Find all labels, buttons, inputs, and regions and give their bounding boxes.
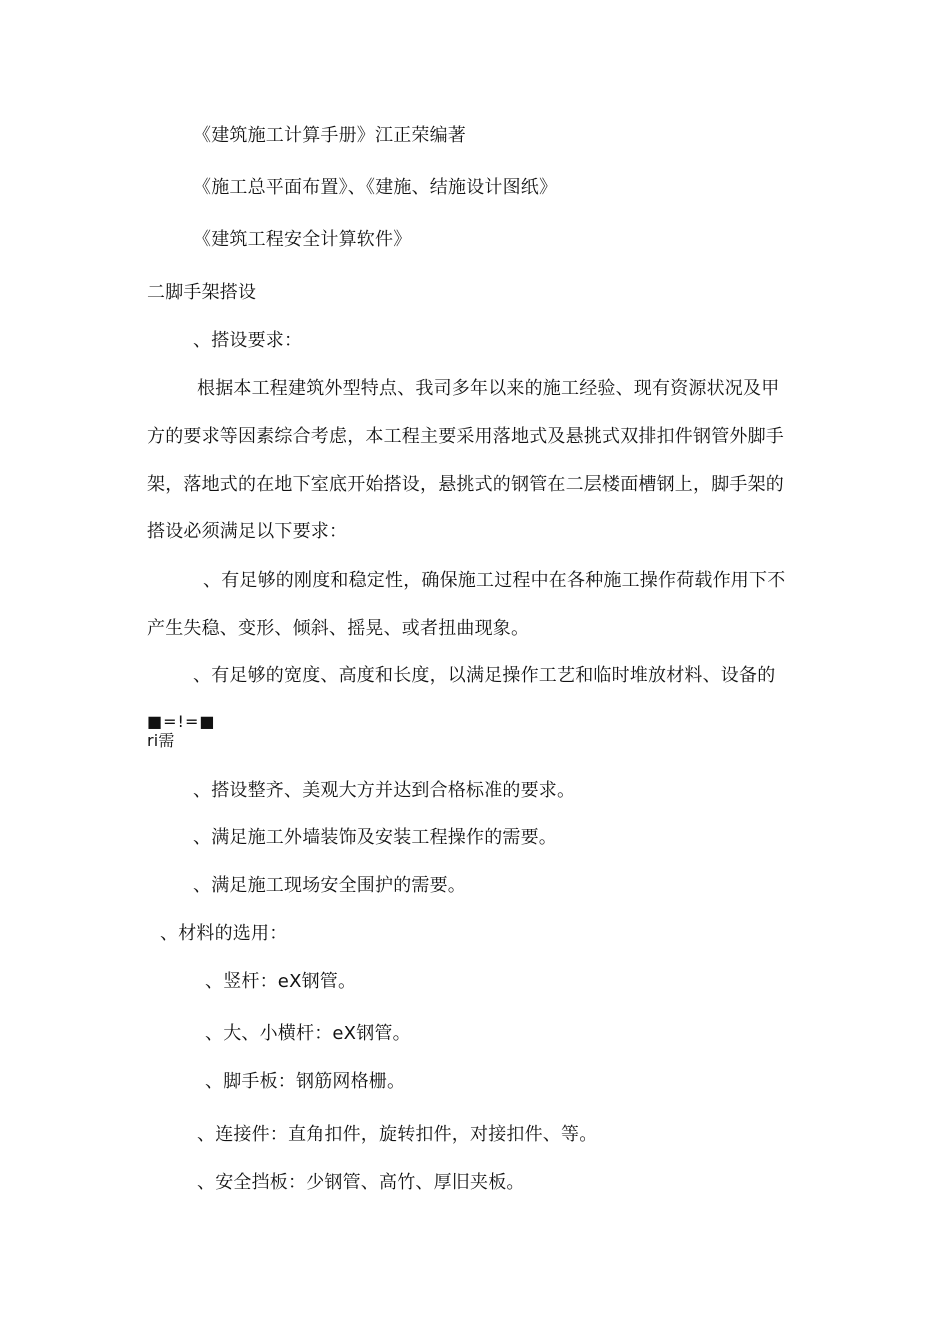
garbled-text-1: ■=!=■ [147,712,216,731]
requirement-1-line-2: 产生失稳、变形、倾斜、摇晃、或者扭曲现象。 [147,618,530,639]
requirements-heading: 、搭设要求： [193,330,303,351]
material-item-4: 、连接件：直角扣件，旋转扣件，对接扣件、等。 [197,1124,598,1145]
reference-1: 《建筑施工计算手册》江正荣编著 [193,125,466,146]
requirement-5: 、满足施工现场安全围护的需要。 [193,875,466,896]
requirement-3: 、搭设整齐、美观大方并达到合格标准的要求。 [193,780,576,801]
section-title: 二脚手架搭设 [147,282,257,303]
material-item-1: 、竖杆：eX钢管。 [205,971,357,992]
material-item-2: 、大、小横杆：eX钢管。 [205,1023,411,1044]
materials-heading: 、材料的选用： [160,923,288,944]
requirement-1-line-1: 、有足够的刚度和稳定性，确保施工过程中在各种施工操作荷载作用下不 [203,570,786,591]
material-item-3: 、脚手板：钢筋网格栅。 [205,1071,406,1092]
paragraph-line-1: 根据本工程建筑外型特点、我司多年以来的施工经验、现有资源状况及甲 [197,378,780,399]
reference-2: 《施工总平面布置》、《建施、结施设计图纸》 [193,177,558,198]
reference-3: 《建筑工程安全计算软件》 [193,229,412,250]
paragraph-line-4: 搭设必须满足以下要求： [147,521,348,542]
paragraph-line-2: 方的要求等因素综合考虑，本工程主要采用落地式及悬挑式双排扣件钢管外脚手 [147,426,784,447]
requirement-4: 、满足施工外墙装饰及安装工程操作的需要。 [193,827,557,848]
garbled-text-2: ri需 [147,731,175,750]
material-item-5: 、安全挡板：少钢管、高竹、厚旧夹板。 [197,1172,525,1193]
requirement-2: 、有足够的宽度、高度和长度，以满足操作工艺和临时堆放材料、设备的 [193,665,776,686]
paragraph-line-3: 架，落地式的在地下室底开始搭设，悬挑式的钢管在二层楼面槽钢上，脚手架的 [147,474,784,495]
